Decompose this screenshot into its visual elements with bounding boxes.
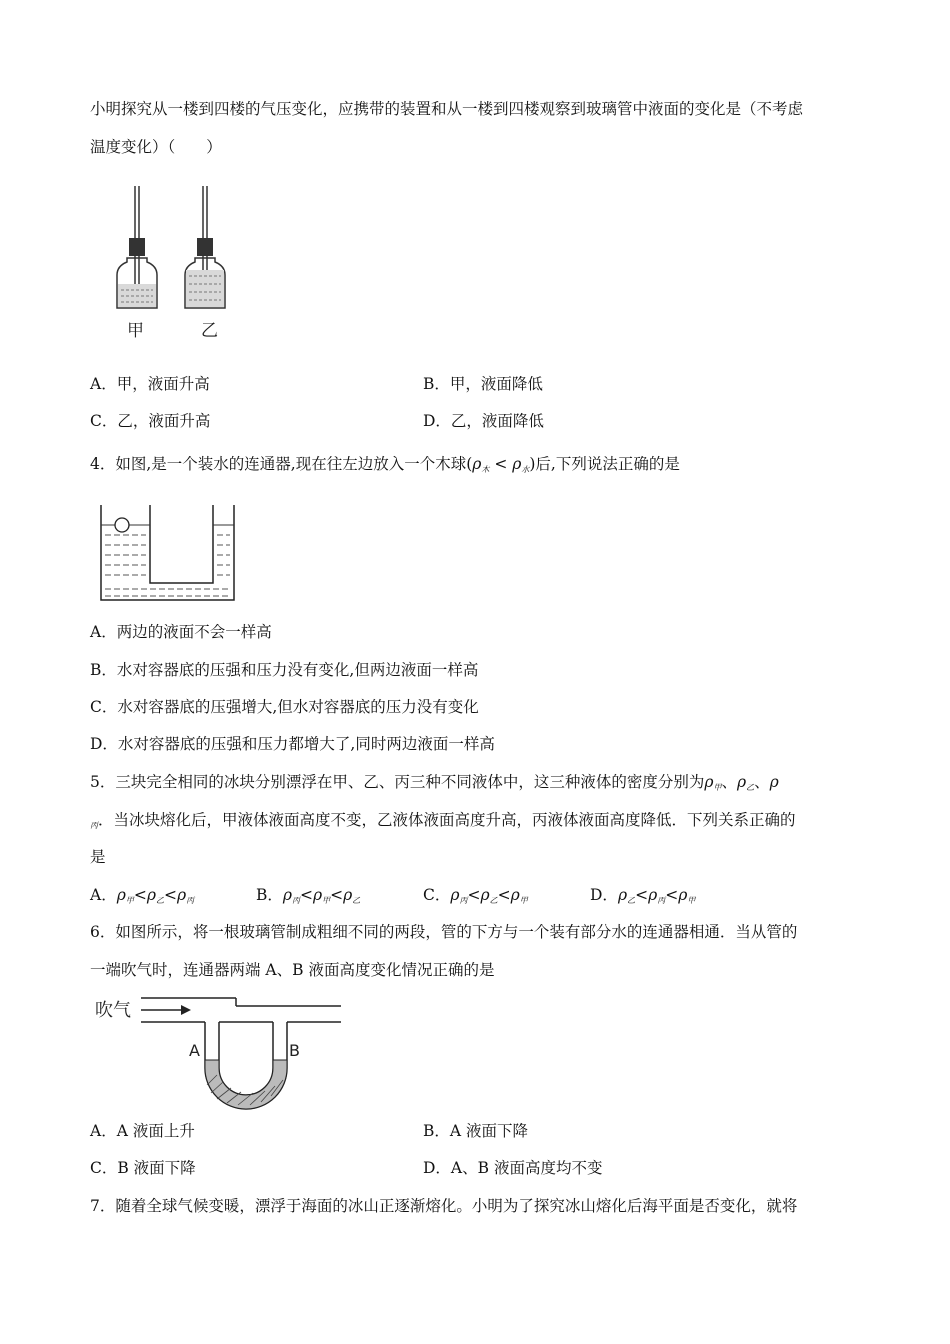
q5-stem-post: ．当冰块熔化后，甲液体液面高度不变，乙液体液面高度升高，丙液体液面高度降低．下列关系正确的 bbox=[98, 811, 796, 829]
rho-symbol: ρ bbox=[512, 455, 522, 473]
sub-water: 水 bbox=[521, 465, 530, 474]
q5-option-c: C．$\rho_丙<\rho_乙<\rho_甲$ bbox=[423, 886, 528, 905]
q5-stem-line3: 是 bbox=[90, 848, 106, 866]
q4-stem-pre: 4．如图,是一个装水的连通器,现在往左边放入一个木球( bbox=[90, 455, 473, 473]
q6-blow-tube-figure bbox=[93, 990, 353, 1110]
q4-connected-vessel-figure bbox=[98, 503, 238, 603]
rho-symbol: ρ bbox=[472, 455, 482, 473]
q5-stem-line1 bbox=[90, 772, 779, 798]
rho-symbol: ρ bbox=[704, 773, 714, 791]
q5-stem-line2 bbox=[90, 810, 796, 836]
q4-option-d: D．水对容器底的压强和压力都增大了,同时两边液面一样高 bbox=[90, 735, 495, 753]
q6-option-a: A．A 液面上升 bbox=[90, 1122, 195, 1140]
fig-label-yi: 乙 bbox=[201, 321, 218, 341]
q3-option-a: A．甲，液面升高 bbox=[90, 375, 210, 393]
sub-wood: 木 bbox=[481, 465, 490, 474]
rho-symbol: ρ bbox=[769, 773, 779, 791]
rho-symbol: ρ bbox=[737, 773, 747, 791]
separator: 、 bbox=[721, 773, 738, 791]
q3-bottles-figure bbox=[105, 180, 235, 345]
fig-label-blow: 吹气 bbox=[95, 1000, 131, 1021]
q5-stem-pre: 5．三块完全相同的冰块分别漂浮在甲、乙、丙三种不同液体中，这三种液体的密度分别为 bbox=[90, 773, 705, 791]
fig-label-b: B bbox=[289, 1041, 300, 1060]
fig-label-a: A bbox=[189, 1041, 200, 1060]
q6-option-c: C．B 液面下降 bbox=[90, 1159, 196, 1177]
q3-option-c: C．乙，液面升高 bbox=[90, 412, 211, 430]
q3-option-d: D．乙，液面降低 bbox=[423, 412, 544, 430]
separator: 、 bbox=[754, 773, 770, 791]
q7-stem-line1: 7．随着全球气候变暖，漂浮于海面的冰山正逐渐熔化。小明为了探究冰山熔化后海平面是否变化，就将 bbox=[90, 1197, 798, 1215]
q4-option-a: A．两边的液面不会一样高 bbox=[90, 623, 272, 641]
sub-jia: 甲 bbox=[713, 783, 722, 792]
q3-option-b: B．甲，液面降低 bbox=[423, 375, 543, 393]
q6-option-b: B．A 液面下降 bbox=[423, 1122, 529, 1140]
sub-bing: 丙 bbox=[90, 821, 98, 830]
q5-option-a: A．$\rho_甲<\rho_乙<\rho_丙$ bbox=[90, 886, 195, 905]
q5-option-d: D．$\rho_乙<\rho_丙<\rho_甲$ bbox=[590, 886, 696, 905]
q5-option-b: B．$\rho_丙<\rho_甲<\rho_乙$ bbox=[256, 886, 361, 905]
q4-stem bbox=[90, 454, 680, 480]
fig-label-jia: 甲 bbox=[127, 321, 144, 341]
q3-stem-line2: 温度变化）（ ） bbox=[90, 138, 222, 156]
bottle-yi bbox=[185, 186, 225, 308]
q6-option-d: D．A、B 液面高度均不变 bbox=[423, 1159, 603, 1177]
q6-stem-line2: 一端吹气时，连通器两端 A、B 液面高度变化情况正确的是 bbox=[90, 961, 495, 979]
q4-option-c: C．水对容器底的压强增大,但水对容器底的压力没有变化 bbox=[90, 698, 479, 716]
q3-stem-line1: 小明探究从一楼到四楼的气压变化，应携带的装置和从一楼到四楼观察到玻璃管中液面的变化是（不考虑 bbox=[90, 100, 804, 118]
q4-option-b: B．水对容器底的压强和压力没有变化,但两边液面一样高 bbox=[90, 661, 479, 679]
q4-stem-post: )后,下列说法正确的是 bbox=[529, 455, 680, 473]
wood-ball bbox=[115, 518, 129, 532]
q6-stem-line1: 6．如图所示，将一根玻璃管制成粗细不同的两段，管的下方与一个装有部分水的连通器相通．当从管的 bbox=[90, 923, 798, 941]
sub-yi: 乙 bbox=[746, 783, 755, 792]
less-than: < bbox=[489, 455, 513, 473]
bottle-jia bbox=[117, 186, 157, 308]
